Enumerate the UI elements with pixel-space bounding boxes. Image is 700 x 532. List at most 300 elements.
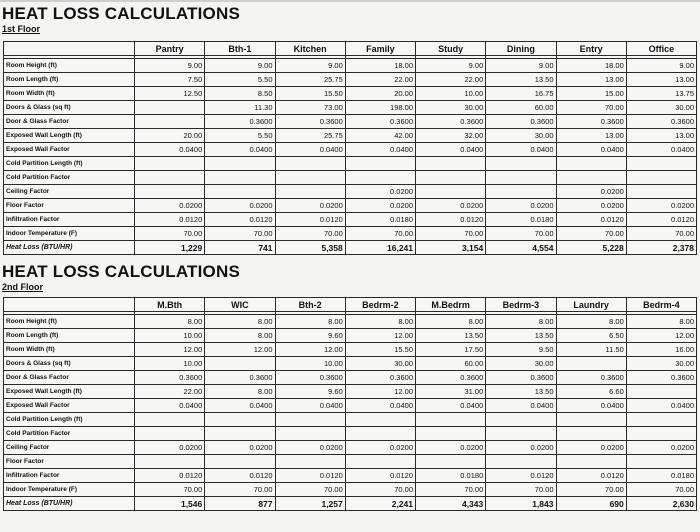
value-cell: 0.0400 (486, 143, 556, 157)
value-cell (486, 427, 556, 441)
value-cell: 0.0400 (416, 143, 486, 157)
value-cell: 13.50 (416, 329, 486, 343)
value-cell (275, 455, 345, 469)
value-cell (135, 185, 205, 199)
value-cell: 0.3600 (626, 371, 696, 385)
value-cell: 12.00 (135, 343, 205, 357)
heat-loss-value: 1,843 (486, 497, 556, 511)
value-cell (205, 357, 275, 371)
value-cell: 0.0400 (626, 399, 696, 413)
room-header: Bedrm-4 (626, 298, 696, 312)
value-cell (345, 455, 415, 469)
value-cell (345, 427, 415, 441)
value-cell (205, 427, 275, 441)
value-cell: 70.00 (345, 483, 415, 497)
value-cell: 0.0400 (556, 143, 626, 157)
value-cell (275, 157, 345, 171)
value-cell: 9.00 (416, 59, 486, 73)
value-cell: 13.00 (556, 73, 626, 87)
value-cell: 0.0400 (486, 399, 556, 413)
row-label: Heat Loss (BTU/HR) (4, 497, 135, 511)
heat-loss-value: 1,546 (135, 497, 205, 511)
heat-loss-total-row (4, 241, 697, 255)
value-cell: 0.0120 (556, 469, 626, 483)
table-row (4, 441, 697, 455)
value-cell (626, 157, 696, 171)
value-cell: 70.00 (135, 483, 205, 497)
value-cell (556, 357, 626, 371)
value-cell (416, 171, 486, 185)
value-cell: 70.00 (556, 483, 626, 497)
value-cell: 9.50 (486, 343, 556, 357)
value-cell: 8.00 (205, 385, 275, 399)
header-row (4, 298, 697, 312)
value-cell: 0.0400 (275, 399, 345, 413)
value-cell: 8.00 (205, 329, 275, 343)
room-header: Dining (486, 42, 556, 56)
table-row (4, 115, 697, 129)
value-cell: 13.00 (626, 129, 696, 143)
value-cell: 0.3600 (345, 115, 415, 129)
heat-loss-value: 3,154 (416, 241, 486, 255)
value-cell: 9.60 (275, 385, 345, 399)
value-cell: 13.50 (486, 385, 556, 399)
value-cell: 0.0120 (135, 469, 205, 483)
value-cell: 22.00 (135, 385, 205, 399)
value-cell: 0.3600 (416, 371, 486, 385)
value-cell: 42.00 (345, 129, 415, 143)
value-cell: 12.00 (626, 329, 696, 343)
value-cell: 10.00 (416, 87, 486, 101)
row-label: Cold Partition Length (ft) (4, 157, 135, 171)
value-cell: 12.50 (135, 87, 205, 101)
value-cell: 9.60 (275, 329, 345, 343)
row-label: Room Length (ft) (4, 73, 135, 87)
value-cell: 9.00 (486, 59, 556, 73)
heat-loss-value: 5,228 (556, 241, 626, 255)
value-cell: 8.00 (275, 315, 345, 329)
table-row (4, 227, 697, 241)
value-cell: 8.00 (135, 315, 205, 329)
value-cell: 8.00 (556, 315, 626, 329)
room-header: Bth-1 (205, 42, 275, 56)
value-cell: 13.50 (486, 329, 556, 343)
value-cell: 0.0180 (626, 469, 696, 483)
header-label-cell (4, 42, 135, 56)
row-label: Ceiling Factor (4, 185, 135, 199)
row-label: Floor Factor (4, 455, 135, 469)
value-cell (556, 427, 626, 441)
value-cell: 0.0200 (345, 185, 415, 199)
row-label: Cold Partition Length (ft) (4, 413, 135, 427)
row-label: Doors & Glass (sq ft) (4, 357, 135, 371)
heat-loss-table-2nd-floor (3, 297, 697, 511)
value-cell (626, 385, 696, 399)
row-label: Door & Glass Factor (4, 371, 135, 385)
value-cell: 16.00 (626, 343, 696, 357)
row-label: Doors & Glass (sq ft) (4, 101, 135, 115)
value-cell (275, 171, 345, 185)
value-cell (556, 413, 626, 427)
value-cell: 198.00 (345, 101, 415, 115)
value-cell: 0.0400 (626, 143, 696, 157)
value-cell: 0.0120 (135, 213, 205, 227)
room-header: Entry (556, 42, 626, 56)
value-cell: 15.50 (345, 343, 415, 357)
value-cell: 70.00 (205, 483, 275, 497)
value-cell: 17.50 (416, 343, 486, 357)
value-cell: 70.00 (416, 227, 486, 241)
row-label: Ceiling Factor (4, 441, 135, 455)
room-header: WIC (205, 298, 275, 312)
value-cell: 70.00 (205, 227, 275, 241)
value-cell: 12.00 (275, 343, 345, 357)
value-cell: 0.0180 (486, 213, 556, 227)
value-cell: 10.00 (135, 329, 205, 343)
value-cell (416, 157, 486, 171)
value-cell: 9.00 (626, 59, 696, 73)
row-label: Infiltration Factor (4, 213, 135, 227)
value-cell: 0.3600 (486, 115, 556, 129)
value-cell: 6.60 (556, 385, 626, 399)
value-cell (345, 171, 415, 185)
value-cell: 25.75 (275, 73, 345, 87)
value-cell: 70.00 (275, 483, 345, 497)
value-cell (345, 413, 415, 427)
value-cell (135, 171, 205, 185)
value-cell: 8.00 (416, 315, 486, 329)
room-header: Bth-2 (275, 298, 345, 312)
table-row (4, 213, 697, 227)
value-cell (416, 185, 486, 199)
value-cell: 0.0200 (275, 199, 345, 213)
value-cell: 8.00 (626, 315, 696, 329)
value-cell (205, 455, 275, 469)
room-header: M.Bth (135, 298, 205, 312)
value-cell: 0.3600 (205, 115, 275, 129)
value-cell: 0.0200 (135, 199, 205, 213)
value-cell (135, 413, 205, 427)
value-cell: 0.0400 (205, 143, 275, 157)
row-label: Exposed Wall Factor (4, 399, 135, 413)
section-subtitle-2nd-floor: 2nd Floor (2, 282, 43, 292)
value-cell: 8.00 (345, 315, 415, 329)
heat-loss-total-row (4, 497, 697, 511)
value-cell: 7.50 (135, 73, 205, 87)
value-cell: 0.0120 (275, 469, 345, 483)
value-cell: 20.00 (345, 87, 415, 101)
value-cell: 0.0400 (556, 399, 626, 413)
value-cell: 0.0120 (345, 469, 415, 483)
room-header: Pantry (135, 42, 205, 56)
value-cell (205, 185, 275, 199)
value-cell: 0.0200 (205, 441, 275, 455)
value-cell: 30.00 (486, 357, 556, 371)
header-label-cell (4, 298, 135, 312)
value-cell (626, 185, 696, 199)
value-cell: 0.0200 (556, 441, 626, 455)
row-label: Room Width (ft) (4, 87, 135, 101)
value-cell (205, 171, 275, 185)
value-cell (275, 413, 345, 427)
value-cell: 0.3600 (556, 115, 626, 129)
value-cell: 22.00 (345, 73, 415, 87)
value-cell: 0.3600 (135, 371, 205, 385)
value-cell: 70.00 (626, 227, 696, 241)
value-cell (626, 171, 696, 185)
value-cell: 30.00 (345, 357, 415, 371)
value-cell: 31.00 (416, 385, 486, 399)
value-cell: 13.00 (626, 73, 696, 87)
value-cell: 0.0200 (486, 199, 556, 213)
value-cell: 8.00 (205, 315, 275, 329)
value-cell: 30.00 (626, 357, 696, 371)
value-cell: 30.00 (416, 101, 486, 115)
value-cell: 13.50 (486, 73, 556, 87)
value-cell: 0.0400 (275, 143, 345, 157)
row-label: Infiltration Factor (4, 469, 135, 483)
value-cell: 12.00 (345, 385, 415, 399)
value-cell: 30.00 (486, 129, 556, 143)
value-cell: 70.00 (135, 227, 205, 241)
value-cell: 11.30 (205, 101, 275, 115)
heat-loss-value: 2,630 (626, 497, 696, 511)
value-cell: 10.00 (135, 357, 205, 371)
room-header: M.Bedrm (416, 298, 486, 312)
value-cell: 70.00 (556, 227, 626, 241)
value-cell: 0.3600 (416, 115, 486, 129)
table-row (4, 87, 697, 101)
value-cell: 73.00 (275, 101, 345, 115)
heat-loss-value: 741 (205, 241, 275, 255)
value-cell: 32.00 (416, 129, 486, 143)
row-label: Room Height (ft) (4, 315, 135, 329)
value-cell: 9.00 (205, 59, 275, 73)
table-row (4, 385, 697, 399)
value-cell: 0.0200 (345, 199, 415, 213)
value-cell: 22.00 (416, 73, 486, 87)
value-cell: 13.75 (626, 87, 696, 101)
value-cell: 8.50 (205, 87, 275, 101)
row-label: Room Width (ft) (4, 343, 135, 357)
table-row (4, 59, 697, 73)
value-cell: 0.3600 (626, 115, 696, 129)
room-header: Kitchen (275, 42, 345, 56)
room-header: Bedrm-2 (345, 298, 415, 312)
value-cell (135, 157, 205, 171)
value-cell: 30.00 (626, 101, 696, 115)
value-cell (205, 157, 275, 171)
value-cell (486, 157, 556, 171)
value-cell: 0.0400 (135, 399, 205, 413)
value-cell: 20.00 (135, 129, 205, 143)
value-cell: 70.00 (275, 227, 345, 241)
row-label: Exposed Wall Length (ft) (4, 385, 135, 399)
table-row (4, 427, 697, 441)
header-row (4, 42, 697, 56)
value-cell: 0.0200 (626, 199, 696, 213)
value-cell (205, 413, 275, 427)
value-cell: 0.0120 (556, 213, 626, 227)
value-cell: 0.0200 (556, 199, 626, 213)
value-cell (275, 427, 345, 441)
heat-loss-value: 1,257 (275, 497, 345, 511)
table-row (4, 129, 697, 143)
value-cell: 12.00 (345, 329, 415, 343)
row-label: Floor Factor (4, 199, 135, 213)
heat-loss-value: 16,241 (345, 241, 415, 255)
value-cell: 0.0400 (416, 399, 486, 413)
value-cell: 0.0120 (205, 213, 275, 227)
value-cell: 5.50 (205, 129, 275, 143)
table-row (4, 343, 697, 357)
row-label: Indoor Temperature (F) (4, 227, 135, 241)
table-row (4, 185, 697, 199)
room-header: Bedrm-3 (486, 298, 556, 312)
row-label: Room Height (ft) (4, 59, 135, 73)
value-cell (416, 455, 486, 469)
value-cell: 0.0200 (416, 441, 486, 455)
value-cell (486, 185, 556, 199)
value-cell: 0.0120 (205, 469, 275, 483)
value-cell: 16.75 (486, 87, 556, 101)
heat-loss-value: 2,241 (345, 497, 415, 511)
table-row (4, 171, 697, 185)
value-cell (135, 455, 205, 469)
value-cell: 70.00 (416, 483, 486, 497)
value-cell: 10.00 (275, 357, 345, 371)
value-cell: 70.00 (556, 101, 626, 115)
value-cell: 0.0120 (416, 213, 486, 227)
section-subtitle-1st-floor: 1st Floor (2, 24, 41, 34)
value-cell: 9.00 (135, 59, 205, 73)
value-cell: 0.3600 (275, 115, 345, 129)
value-cell (135, 101, 205, 115)
table-row (4, 73, 697, 87)
row-label: Cold Partition Factor (4, 427, 135, 441)
value-cell: 0.3600 (205, 371, 275, 385)
row-label: Heat Loss (BTU/HR) (4, 241, 135, 255)
table-row (4, 455, 697, 469)
row-label: Door & Glass Factor (4, 115, 135, 129)
value-cell: 0.0120 (486, 469, 556, 483)
value-cell (135, 115, 205, 129)
heat-loss-value: 690 (556, 497, 626, 511)
value-cell: 0.0120 (275, 213, 345, 227)
value-cell: 0.0200 (486, 441, 556, 455)
value-cell: 0.3600 (345, 371, 415, 385)
value-cell (556, 157, 626, 171)
value-cell: 0.0200 (275, 441, 345, 455)
value-cell: 0.3600 (486, 371, 556, 385)
heat-loss-value: 1,229 (135, 241, 205, 255)
value-cell: 0.0180 (416, 469, 486, 483)
section-title-2nd-floor: HEAT LOSS CALCULATIONS (2, 262, 240, 281)
heat-loss-value: 4,554 (486, 241, 556, 255)
value-cell: 0.0200 (556, 185, 626, 199)
value-cell (626, 413, 696, 427)
value-cell: 0.0200 (205, 199, 275, 213)
value-cell: 18.00 (345, 59, 415, 73)
value-cell: 15.00 (556, 87, 626, 101)
value-cell: 70.00 (486, 483, 556, 497)
room-header: Laundry (556, 298, 626, 312)
row-label: Cold Partition Factor (4, 171, 135, 185)
value-cell: 25.75 (275, 129, 345, 143)
room-header: Study (416, 42, 486, 56)
value-cell: 0.3600 (556, 371, 626, 385)
value-cell (416, 413, 486, 427)
value-cell: 60.00 (486, 101, 556, 115)
heat-loss-value: 4,343 (416, 497, 486, 511)
table-row (4, 157, 697, 171)
value-cell: 0.0120 (626, 213, 696, 227)
table-row (4, 399, 697, 413)
value-cell: 0.0400 (205, 399, 275, 413)
row-label: Room Length (ft) (4, 329, 135, 343)
table-row (4, 329, 697, 343)
room-header: Family (345, 42, 415, 56)
heat-loss-value: 5,358 (275, 241, 345, 255)
value-cell (135, 427, 205, 441)
value-cell: 8.00 (486, 315, 556, 329)
table-row (4, 469, 697, 483)
table-row (4, 101, 697, 115)
value-cell: 70.00 (626, 483, 696, 497)
value-cell: 9.00 (275, 59, 345, 73)
value-cell: 0.0400 (135, 143, 205, 157)
value-cell: 0.0400 (345, 399, 415, 413)
value-cell: 5.50 (205, 73, 275, 87)
table-row (4, 413, 697, 427)
row-label: Exposed Wall Factor (4, 143, 135, 157)
room-header: Office (626, 42, 696, 56)
value-cell: 60.00 (416, 357, 486, 371)
value-cell (486, 171, 556, 185)
value-cell: 0.0400 (345, 143, 415, 157)
heat-loss-table-1st-floor (3, 41, 697, 255)
value-cell (556, 455, 626, 469)
value-cell: 70.00 (486, 227, 556, 241)
table-row (4, 199, 697, 213)
heat-loss-value: 877 (205, 497, 275, 511)
row-label: Indoor Temperature (F) (4, 483, 135, 497)
value-cell (626, 427, 696, 441)
value-cell (556, 171, 626, 185)
value-cell: 0.0180 (345, 213, 415, 227)
value-cell: 70.00 (345, 227, 415, 241)
value-cell: 0.0200 (416, 199, 486, 213)
value-cell (486, 413, 556, 427)
value-cell (275, 185, 345, 199)
table-row (4, 143, 697, 157)
row-label: Exposed Wall Length (ft) (4, 129, 135, 143)
value-cell: 0.0200 (626, 441, 696, 455)
table-row (4, 315, 697, 329)
value-cell (416, 427, 486, 441)
heat-loss-value: 2,378 (626, 241, 696, 255)
table-row (4, 357, 697, 371)
value-cell: 15.50 (275, 87, 345, 101)
value-cell: 0.0200 (135, 441, 205, 455)
value-cell: 0.0200 (345, 441, 415, 455)
value-cell (345, 157, 415, 171)
value-cell: 13.00 (556, 129, 626, 143)
section-title-1st-floor: HEAT LOSS CALCULATIONS (2, 4, 240, 23)
value-cell (626, 455, 696, 469)
value-cell: 6.50 (556, 329, 626, 343)
table-row (4, 371, 697, 385)
